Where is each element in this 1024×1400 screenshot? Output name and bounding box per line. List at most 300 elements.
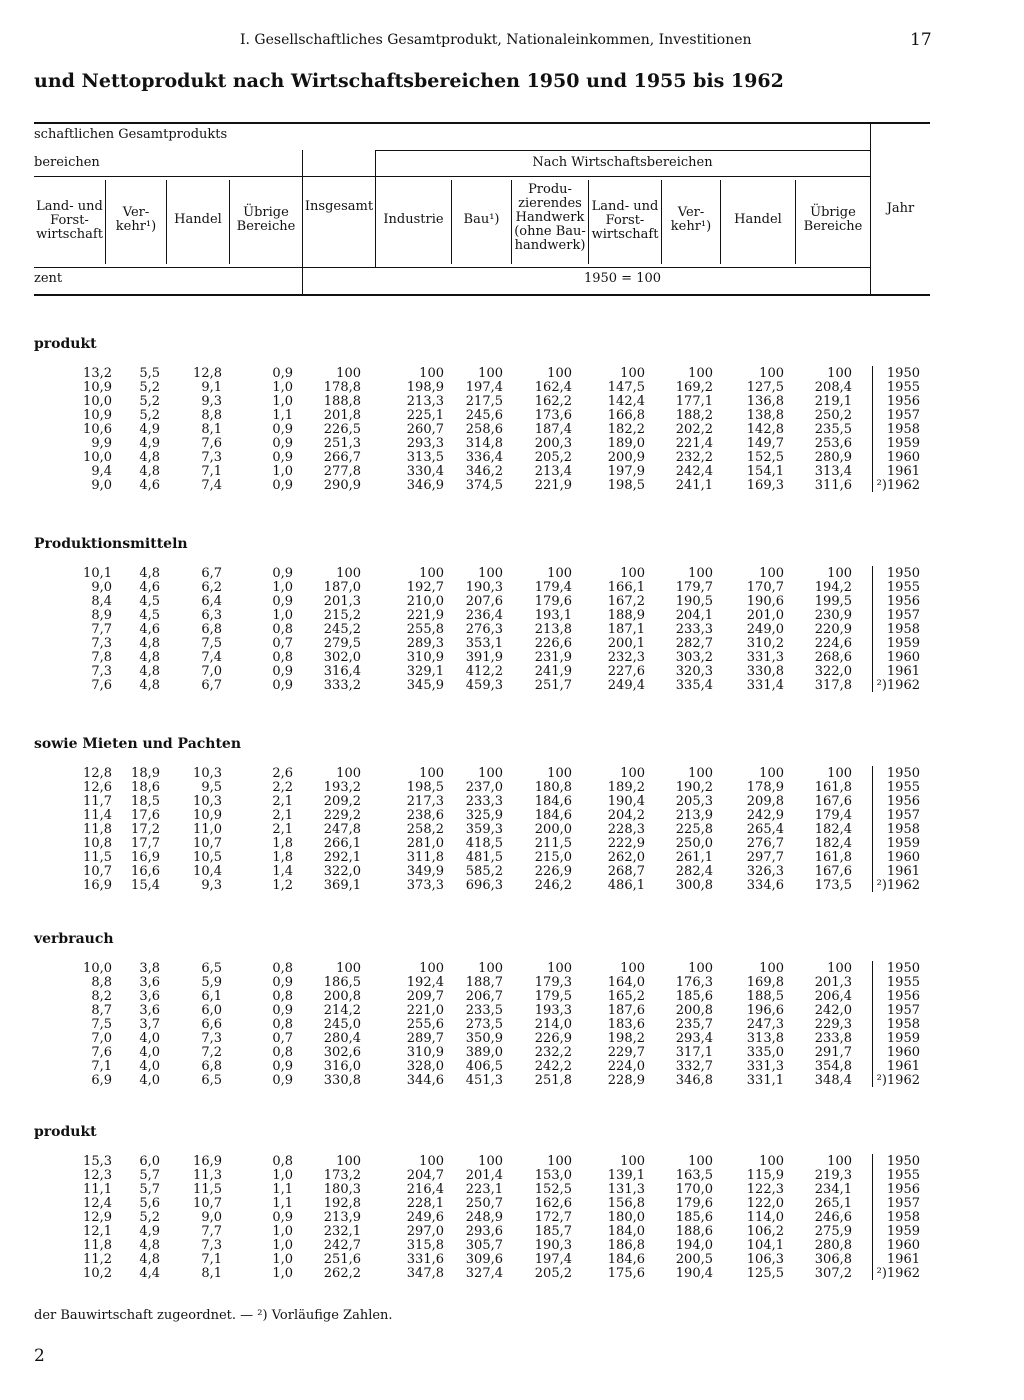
table-cell: 0,9 [272,478,293,493]
table-cell: 10,0 [83,961,112,976]
table-cell: 197,4 [465,380,503,395]
table-cell: 354,8 [814,1059,852,1074]
table-cell: 152,5 [534,1182,572,1197]
table-cell: 247,8 [323,822,361,837]
year-cell: 1959 [886,436,920,451]
table-cell: 226,9 [534,864,572,879]
table-cell: 100 [478,366,503,381]
table-cell: 115,9 [746,1168,784,1183]
table-cell: 232,2 [534,1045,572,1060]
table-cell: 10,4 [193,864,222,879]
table-cell: 1,1 [272,1182,293,1197]
table-cell: 251,7 [534,678,572,693]
table-cell: 188,5 [746,989,784,1004]
table-cell: 10,3 [193,766,222,781]
table-cell: 6,0 [139,1154,160,1169]
table-cell: 4,5 [139,608,160,623]
table-cell: 262,2 [323,1266,361,1281]
table-cell: 331,3 [746,650,784,665]
table-cell: 196,6 [746,1003,784,1018]
year-cell: 1956 [886,794,920,809]
table-cell: 201,4 [465,1168,503,1183]
table-cell: 228,9 [607,1073,645,1088]
table-cell: 139,1 [607,1168,645,1183]
table-cell: 8,1 [201,422,222,437]
table-cell: 180,0 [607,1210,645,1225]
table-cell: 328,0 [406,1059,444,1074]
table-cell: 223,1 [465,1182,503,1197]
table-cell: 7,1 [201,1252,222,1267]
table-cell: 15,4 [131,878,160,893]
header-rule [34,176,870,177]
table-cell: 293,3 [406,436,444,451]
year-cell: 1950 [886,766,920,781]
table-cell: 213,9 [323,1210,361,1225]
year-cell: ²)1962 [876,678,920,693]
table-cell: 162,2 [534,394,572,409]
year-cell: 1957 [886,408,920,423]
table-cell: 331,3 [746,1059,784,1074]
table-cell: 12,3 [83,1168,112,1183]
column-header: Land- und Forst-wirtschaft [36,199,103,242]
table-cell: 0,9 [272,1059,293,1074]
table-cell: 185,6 [675,989,713,1004]
table-cell: 292,1 [323,850,361,865]
table-cell: 229,7 [607,1045,645,1060]
table-cell: 325,9 [465,808,503,823]
table-cell: 197,9 [607,464,645,479]
table-cell: 182,4 [814,822,852,837]
page-number: 17 [910,30,932,50]
table-cell: 167,6 [814,794,852,809]
table-cell: 100 [478,766,503,781]
table-cell: 147,5 [607,380,645,395]
year-cell: 1955 [886,975,920,990]
table-cell: 0,9 [272,450,293,465]
table-cell: 180,3 [323,1182,361,1197]
table-cell: 374,5 [465,478,503,493]
year-cell: 1959 [886,636,920,651]
table-cell: 0,9 [272,975,293,990]
table-cell: 201,0 [746,608,784,623]
table-cell: 313,8 [746,1031,784,1046]
table-cell: 104,1 [746,1238,784,1253]
table-cell: 190,5 [675,594,713,609]
table-cell: 164,0 [607,975,645,990]
table-cell: 333,2 [323,678,361,693]
table-cell: 192,8 [323,1196,361,1211]
table-cell: 192,7 [406,580,444,595]
table-cell: 309,6 [465,1252,503,1267]
table-cell: 281,0 [406,836,444,851]
table-cell: 100 [620,766,645,781]
table-cell: 204,7 [406,1168,444,1183]
header-unit-right: 1950 = 100 [583,271,662,286]
column-header: Industrie [383,212,444,227]
table-cell: 127,5 [746,380,784,395]
year-cell: ²)1962 [876,1073,920,1088]
table-cell: 16,9 [131,850,160,865]
table-cell: 188,7 [465,975,503,990]
table-cell: 100 [688,1154,713,1169]
table-cell: 183,6 [607,1017,645,1032]
table-cell: 221,9 [406,608,444,623]
table-cell: 282,7 [675,636,713,651]
table-cell: 4,5 [139,594,160,609]
table-cell: 100 [688,366,713,381]
table-cell: 6,6 [201,1017,222,1032]
column-header: Übrige Bereiche [803,205,863,234]
table-cell: 289,3 [406,636,444,651]
year-cell: 1956 [886,594,920,609]
table-cell: 7,4 [201,650,222,665]
table-cell: 245,0 [323,1017,361,1032]
table-cell: 15,3 [83,1154,112,1169]
table-cell: 225,8 [675,822,713,837]
table-cell: 310,9 [406,650,444,665]
table-cell: 320,3 [675,664,713,679]
table-cell: 11,3 [193,1168,222,1183]
table-cell: 182,2 [607,422,645,437]
table-cell: 11,8 [83,1238,112,1253]
table-cell: 9,0 [91,580,112,595]
table-cell: 17,6 [131,808,160,823]
table-cell: 6,2 [201,580,222,595]
table-cell: 1,0 [272,464,293,479]
table-cell: 10,9 [83,408,112,423]
table-cell: 311,6 [814,478,852,493]
header-bottom-rule [34,294,930,296]
table-cell: 7,6 [91,1045,112,1060]
table-cell: 8,4 [91,594,112,609]
table-cell: 166,8 [607,408,645,423]
year-cell: 1958 [886,822,920,837]
table-cell: 10,3 [193,794,222,809]
table-cell: 213,4 [534,464,572,479]
table-cell: 241,1 [675,478,713,493]
table-cell: 106,2 [746,1224,784,1239]
table-cell: 359,3 [465,822,503,837]
table-cell: 180,8 [534,780,572,795]
table-cell: 9,4 [91,464,112,479]
table-cell: 224,6 [814,636,852,651]
table-cell: 245,6 [465,408,503,423]
table-title: und Nettoprodukt nach Wirtschaftsbereichen 1950 und 1955 bis 1962 [34,70,784,92]
table-cell: 200,9 [607,450,645,465]
table-cell: 311,8 [406,850,444,865]
table-cell: 10,0 [83,450,112,465]
table-cell: 162,4 [534,380,572,395]
table-cell: 176,3 [675,975,713,990]
table-cell: 190,2 [675,780,713,795]
header-group-right: Nach Wirtschaftsbereichen [532,155,713,170]
table-cell: 166,1 [607,580,645,595]
table-cell: 204,2 [607,808,645,823]
table-cell: 228,3 [607,822,645,837]
table-cell: 7,1 [91,1059,112,1074]
table-cell: 290,9 [323,478,361,493]
table-cell: 347,8 [406,1266,444,1281]
table-cell: 2,1 [272,808,293,823]
table-cell: 248,9 [465,1210,503,1225]
table-cell: 280,9 [814,450,852,465]
table-cell: 268,6 [814,650,852,665]
table-cell: 0,9 [272,1073,293,1088]
table-cell: 18,9 [131,766,160,781]
table-cell: 8,1 [201,1266,222,1281]
table-cell: 6,0 [201,1003,222,1018]
table-cell: 0,8 [272,1017,293,1032]
table-cell: 8,7 [91,1003,112,1018]
table-cell: 293,4 [675,1031,713,1046]
table-cell: 236,4 [465,608,503,623]
table-cell: 100 [419,566,444,581]
table-cell: 229,3 [814,1017,852,1032]
table-cell: 100 [419,366,444,381]
table-cell: 316,0 [323,1059,361,1074]
table-cell: 12,9 [83,1210,112,1225]
table-cell: 125,5 [746,1266,784,1281]
table-cell: 305,7 [465,1238,503,1253]
table-cell: 316,4 [323,664,361,679]
table-cell: 11,0 [193,822,222,837]
table-cell: 7,0 [91,1031,112,1046]
table-cell: 197,4 [534,1252,572,1267]
column-header: Übrige Bereiche [236,205,296,234]
table-cell: 242,0 [814,1003,852,1018]
table-cell: 0,9 [272,594,293,609]
table-cell: 100 [419,1154,444,1169]
table-cell: 161,8 [814,850,852,865]
section-title: Produktionsmitteln [34,536,188,552]
table-cell: 330,8 [746,664,784,679]
table-cell: 131,3 [607,1182,645,1197]
table-cell: 2,1 [272,794,293,809]
col-head-rule [34,267,870,268]
table-cell: 228,1 [406,1196,444,1211]
table-cell: 233,3 [465,794,503,809]
year-cell: 1960 [886,450,920,465]
table-cell: 193,3 [534,1003,572,1018]
year-cell: 1956 [886,1182,920,1197]
year-cell: 1960 [886,650,920,665]
table-cell: 253,6 [814,436,852,451]
table-cell: 313,5 [406,450,444,465]
table-cell: 9,5 [201,780,222,795]
table-cell: 188,2 [675,408,713,423]
table-cell: 198,5 [607,478,645,493]
table-cell: 4,9 [139,422,160,437]
table-cell: 238,6 [406,808,444,823]
table-cell: 233,5 [465,1003,503,1018]
year-cell: 1955 [886,380,920,395]
table-cell: 10,2 [83,1266,112,1281]
section-title: produkt [34,336,97,352]
table-cell: 198,2 [607,1031,645,1046]
table-cell: 193,1 [534,608,572,623]
table-cell: 6,7 [201,678,222,693]
table-cell: 353,1 [465,636,503,651]
table-cell: 7,3 [201,1238,222,1253]
table-cell: 100 [547,961,572,976]
table-cell: 4,4 [139,1266,160,1281]
table-cell: 348,4 [814,1073,852,1088]
table-cell: 280,4 [323,1031,361,1046]
table-cell: 4,8 [139,450,160,465]
table-cell: 4,6 [139,478,160,493]
table-cell: 205,3 [675,794,713,809]
table-cell: 250,2 [814,408,852,423]
table-cell: 249,0 [746,622,784,637]
table-cell: 232,1 [323,1224,361,1239]
table-cell: 9,9 [91,436,112,451]
table-cell: 251,3 [323,436,361,451]
table-cell: 190,4 [675,1266,713,1281]
table-cell: 0,9 [272,678,293,693]
table-cell: 162,6 [534,1196,572,1211]
table-cell: 217,3 [406,794,444,809]
table-cell: 6,4 [201,594,222,609]
table-cell: 326,3 [746,864,784,879]
table-cell: 200,0 [534,822,572,837]
table-cell: 346,9 [406,478,444,493]
year-cell: 1950 [886,961,920,976]
table-cell: 179,6 [675,1196,713,1211]
table-cell: 200,8 [323,989,361,1004]
year-cell: ²)1962 [876,878,920,893]
table-cell: 4,8 [139,464,160,479]
table-cell: 4,8 [139,566,160,581]
table-cell: 7,7 [91,622,112,637]
table-cell: 0,8 [272,622,293,637]
table-cell: 5,2 [139,408,160,423]
table-cell: 154,1 [746,464,784,479]
table-cell: 331,6 [406,1252,444,1267]
table-cell: 16,6 [131,864,160,879]
table-cell: 235,5 [814,422,852,437]
table-cell: 100 [827,1154,852,1169]
table-cell: 170,7 [746,580,784,595]
table-cell: 190,3 [465,580,503,595]
table-cell: 273,5 [465,1017,503,1032]
table-cell: 18,6 [131,780,160,795]
table-cell: 2,6 [272,766,293,781]
table-cell: 7,3 [201,1031,222,1046]
table-cell: 4,6 [139,580,160,595]
table-cell: 7,3 [201,450,222,465]
year-cell: ²)1962 [876,1266,920,1281]
table-cell: 1,8 [272,850,293,865]
table-cell: 217,5 [465,394,503,409]
table-cell: 335,0 [746,1045,784,1060]
table-cell: 209,8 [746,794,784,809]
table-cell: 293,6 [465,1224,503,1239]
table-cell: 1,1 [272,1196,293,1211]
table-cell: 100 [547,1154,572,1169]
table-cell: 3,7 [139,1017,160,1032]
table-cell: 13,2 [83,366,112,381]
table-cell: 10,9 [83,380,112,395]
year-cell: 1950 [886,1154,920,1169]
table-cell: 210,0 [406,594,444,609]
table-cell: 226,6 [534,636,572,651]
year-cell: 1960 [886,850,920,865]
table-cell: 187,0 [323,580,361,595]
year-cell: 1950 [886,566,920,581]
table-cell: 6,7 [201,566,222,581]
table-cell: 5,2 [139,1210,160,1225]
table-cell: 0,8 [272,650,293,665]
table-cell: 213,8 [534,622,572,637]
section-title: verbrauch [34,931,114,947]
table-cell: 4,0 [139,1073,160,1088]
table-cell: 0,9 [272,436,293,451]
table-cell: 198,9 [406,380,444,395]
table-cell: 226,9 [534,1031,572,1046]
table-cell: 100 [759,566,784,581]
table-cell: 100 [827,766,852,781]
table-cell: 314,8 [465,436,503,451]
table-cell: 100 [336,766,361,781]
table-cell: 211,5 [534,836,572,851]
table-cell: 8,8 [201,408,222,423]
header-insgesamt: Insgesamt [304,199,374,214]
table-cell: 1,0 [272,1238,293,1253]
year-cell: 1959 [886,1031,920,1046]
table-cell: 9,3 [201,878,222,893]
table-cell: 9,0 [201,1210,222,1225]
table-cell: 459,3 [465,678,503,693]
table-cell: 194,0 [675,1238,713,1253]
table-cell: 242,2 [534,1059,572,1074]
table-cell: 258,6 [465,422,503,437]
top-rule [34,122,930,124]
table-cell: 1,0 [272,580,293,595]
table-cell: 300,8 [675,878,713,893]
table-cell: 100 [759,366,784,381]
table-cell: 350,9 [465,1031,503,1046]
table-cell: 0,9 [272,664,293,679]
table-cell: 5,7 [139,1182,160,1197]
table-cell: 172,7 [534,1210,572,1225]
table-cell: 207,6 [465,594,503,609]
table-cell: 317,8 [814,678,852,693]
table-cell: 142,4 [607,394,645,409]
table-cell: 10,9 [193,808,222,823]
table-cell: 245,2 [323,622,361,637]
table-cell: 200,1 [607,636,645,651]
table-cell: 12,4 [83,1196,112,1211]
table-cell: 7,5 [201,636,222,651]
table-cell: 149,7 [746,436,784,451]
table-cell: 213,9 [675,808,713,823]
year-cell: 1958 [886,1017,920,1032]
table-cell: 11,5 [83,850,112,865]
table-cell: 100 [620,961,645,976]
table-cell: 268,7 [607,864,645,879]
table-cell: 215,2 [323,608,361,623]
table-cell: 100 [827,366,852,381]
table-cell: 330,8 [323,1073,361,1088]
year-cell: 1961 [886,1252,920,1267]
table-cell: 106,3 [746,1252,784,1267]
table-cell: 136,8 [746,394,784,409]
table-cell: 1,0 [272,1168,293,1183]
table-cell: 344,6 [406,1073,444,1088]
table-cell: 100 [827,566,852,581]
table-cell: 373,3 [406,878,444,893]
year-cell: 1958 [886,622,920,637]
